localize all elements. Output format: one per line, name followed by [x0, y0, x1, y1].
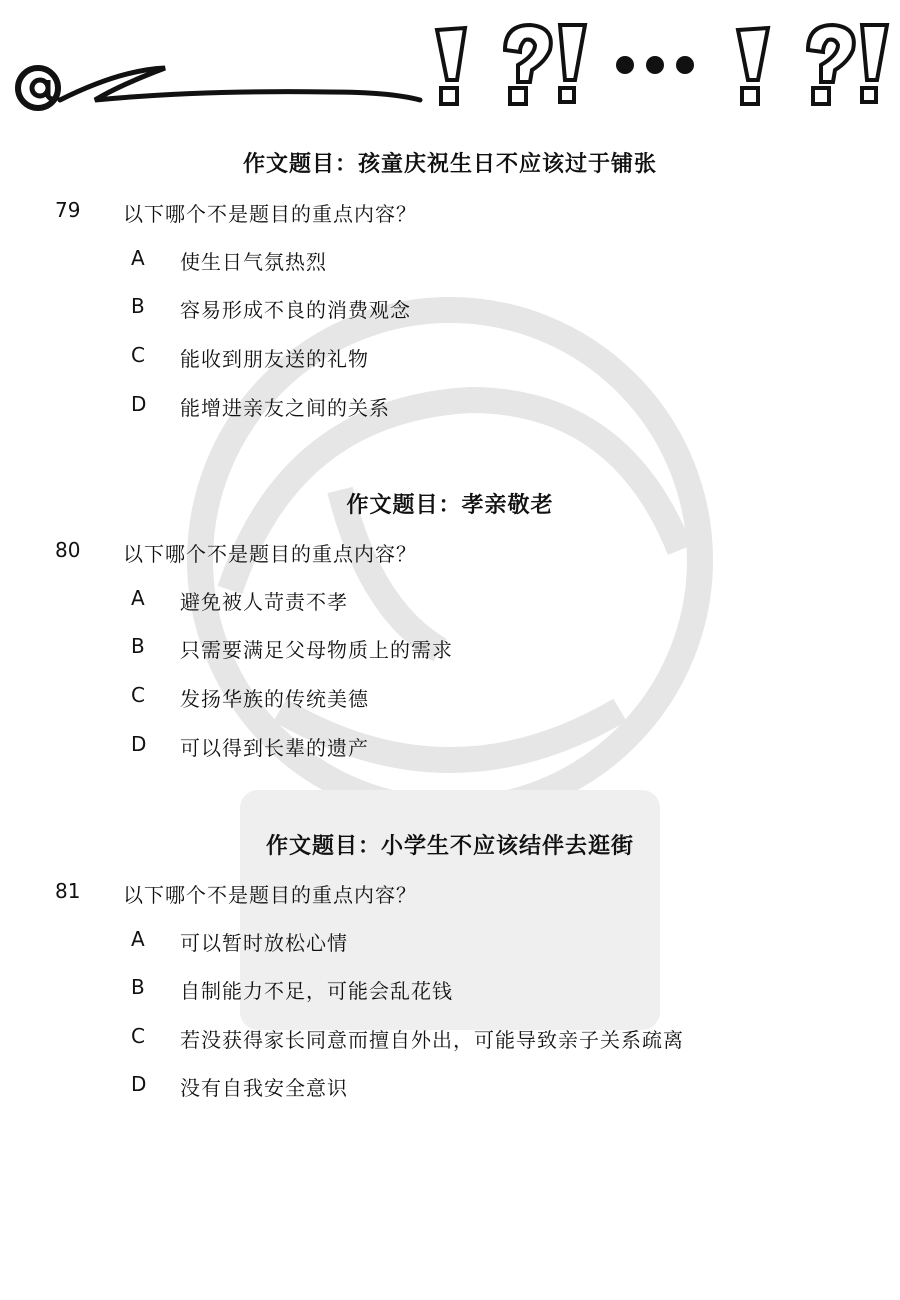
- question-number-79: 79: [55, 198, 81, 222]
- option-letter-79-b: B: [131, 294, 145, 318]
- option-letter-80-c: C: [131, 683, 145, 707]
- swoosh-line: [60, 68, 420, 100]
- option-text-79-c: 能收到朋友送的礼物: [180, 347, 369, 371]
- option-text-81-a: 可以暂时放松心情: [180, 931, 348, 955]
- ellipsis-dots-icon: [616, 56, 694, 74]
- option-letter-81-c: C: [131, 1024, 145, 1048]
- question-text-79: 以下哪个不是题目的重点内容？: [123, 202, 417, 226]
- header-doodle: [0, 0, 900, 130]
- question-exclamation-icon: [808, 25, 887, 104]
- option-letter-80-b: B: [131, 634, 145, 658]
- option-letter-79-c: C: [131, 343, 145, 367]
- option-text-79-d: 能增进亲友之间的关系: [180, 396, 390, 420]
- at-sign-icon: [18, 68, 58, 108]
- option-text-81-d: 没有自我安全意识: [180, 1076, 348, 1100]
- exclamation-icon: [437, 28, 465, 104]
- section-title-2: 作文题目：孝亲敬老: [346, 493, 554, 518]
- option-text-81-c: 若没获得家长同意而擅自外出，可能导致亲子关系疏离: [180, 1028, 684, 1052]
- option-text-80-b: 只需要满足父母物质上的需求: [180, 638, 453, 662]
- question-number-81: 81: [55, 879, 81, 903]
- option-text-79-b: 容易形成不良的消费观念: [180, 298, 411, 322]
- exclamation-icon: [738, 28, 768, 104]
- option-letter-81-a: A: [131, 927, 145, 951]
- section-title-3: 作文题目：小学生不应该结伴去逛街: [265, 834, 634, 859]
- question-exclamation-icon: [505, 25, 585, 104]
- option-letter-79-a: A: [131, 246, 145, 270]
- question-text-81: 以下哪个不是题目的重点内容？: [123, 883, 417, 907]
- question-text-80: 以下哪个不是题目的重点内容？: [123, 542, 417, 566]
- option-text-80-d: 可以得到长辈的遗产: [180, 736, 369, 760]
- option-text-79-a: 使生日气氛热烈: [180, 250, 327, 274]
- option-text-81-b: 自制能力不足，可能会乱花钱: [180, 979, 453, 1003]
- option-text-80-a: 避免被人苛责不孝: [180, 590, 348, 614]
- option-letter-80-d: D: [131, 732, 147, 756]
- option-letter-80-a: A: [131, 586, 145, 610]
- option-letter-81-b: B: [131, 975, 145, 999]
- section-title-1: 作文题目：孩童庆祝生日不应该过于铺张: [242, 152, 657, 177]
- question-number-80: 80: [55, 538, 81, 562]
- option-letter-81-d: D: [131, 1072, 147, 1096]
- option-text-80-c: 发扬华族的传统美德: [180, 687, 369, 711]
- option-letter-79-d: D: [131, 392, 147, 416]
